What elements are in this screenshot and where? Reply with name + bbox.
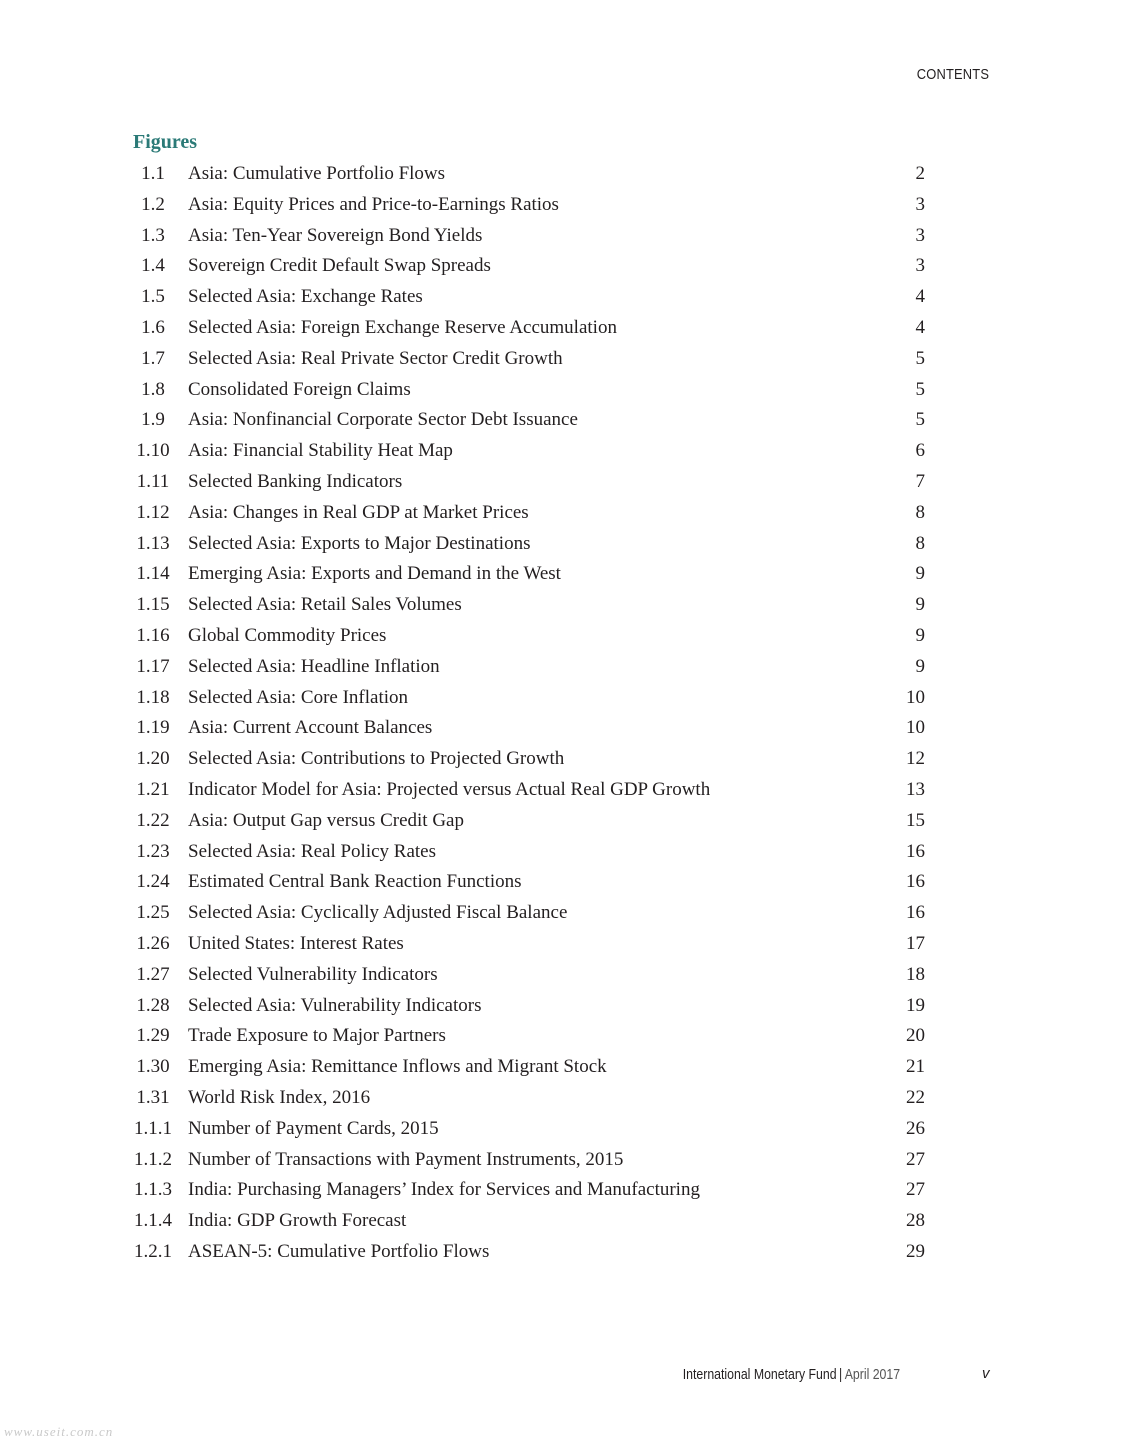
figure-page-number: 5 (915, 347, 925, 369)
toc-entry[interactable] (0, 1052, 1122, 1083)
figure-number: 1.9 (141, 409, 165, 431)
figure-page-number: 22 (906, 1086, 925, 1108)
figure-title: Indicator Model for Asia: Projected versus Actual Real GDP Growth (188, 778, 711, 800)
toc-entry[interactable] (0, 898, 1122, 929)
figure-title: India: Purchasing Managers’ Index for Services and Manufacturing (188, 1179, 700, 1201)
toc-entry[interactable] (0, 344, 1122, 375)
figures-list (0, 159, 1122, 1268)
figure-number: 1.19 (136, 717, 170, 739)
footer-organization: International Monetary Fund (682, 1366, 837, 1383)
figure-number: 1.2.1 (134, 1240, 172, 1262)
figure-title: Trade Exposure to Major Partners (188, 1025, 446, 1047)
figure-title: India: GDP Growth Forecast (188, 1210, 407, 1232)
figure-number: 1.10 (136, 440, 170, 462)
figure-title: Selected Asia: Retail Sales Volumes (188, 594, 462, 616)
figure-title: Selected Asia: Exchange Rates (188, 286, 423, 308)
figure-title: ASEAN-5: Cumulative Portfolio Flows (188, 1240, 490, 1262)
figure-title: Selected Asia: Cyclically Adjusted Fiscal Balance (188, 902, 568, 924)
toc-entry[interactable] (0, 405, 1122, 436)
figure-title: Selected Asia: Core Inflation (188, 686, 409, 708)
figure-number: 1.3 (141, 224, 165, 246)
figure-number: 1.29 (136, 1025, 170, 1047)
figure-page-number: 16 (906, 871, 925, 893)
figure-page-number: 9 (915, 594, 925, 616)
figure-page-number: 17 (906, 932, 925, 954)
figure-page-number: 10 (906, 717, 925, 739)
figure-page-number: 8 (915, 501, 925, 523)
figure-number: 1.23 (136, 840, 170, 862)
figure-number: 1.6 (141, 316, 165, 338)
figure-page-number: 20 (906, 1025, 925, 1047)
toc-entry[interactable] (0, 159, 1122, 190)
figure-title: World Risk Index, 2016 (188, 1086, 371, 1108)
toc-entry[interactable] (0, 1145, 1122, 1176)
toc-entry[interactable] (0, 559, 1122, 590)
toc-entry[interactable] (0, 313, 1122, 344)
figure-page-number: 29 (906, 1240, 925, 1262)
figure-page-number: 12 (906, 748, 925, 770)
toc-entry[interactable] (0, 621, 1122, 652)
figure-number: 1.8 (141, 378, 165, 400)
toc-entry[interactable] (0, 529, 1122, 560)
toc-entry[interactable] (0, 1021, 1122, 1052)
figure-page-number: 10 (906, 686, 925, 708)
figure-title: Consolidated Foreign Claims (188, 378, 411, 400)
figure-title: Asia: Cumulative Portfolio Flows (188, 163, 446, 184)
figure-title: Asia: Nonfinancial Corporate Sector Debt Issuance (188, 409, 578, 431)
figure-number: 1.26 (136, 932, 170, 954)
figure-number: 1.14 (136, 563, 170, 585)
figure-page-number: 4 (915, 286, 925, 308)
figure-number: 1.22 (136, 809, 170, 831)
toc-entry[interactable] (0, 436, 1122, 467)
toc-entry[interactable] (0, 775, 1122, 806)
footer-separator: | (838, 1366, 843, 1383)
figure-title: Asia: Ten-Year Sovereign Bond Yields (188, 224, 483, 246)
figure-title: Sovereign Credit Default Swap Spreads (188, 255, 491, 277)
figure-title: Asia: Current Account Balances (188, 717, 433, 739)
figure-number: 1.2 (141, 193, 165, 215)
toc-entry[interactable] (0, 652, 1122, 683)
figure-number: 1.30 (136, 1056, 170, 1078)
figure-number: 1.31 (136, 1086, 170, 1108)
toc-entry[interactable] (0, 190, 1122, 221)
figure-title: Number of Transactions with Payment Instruments, 2015 (188, 1148, 624, 1170)
toc-entry[interactable] (0, 498, 1122, 529)
figure-number: 1.7 (141, 347, 165, 369)
figure-page-number: 8 (915, 532, 925, 554)
figure-number: 1.12 (136, 501, 170, 523)
figure-title: United States: Interest Rates (188, 932, 404, 954)
toc-entry[interactable] (0, 960, 1122, 991)
figure-page-number: 19 (906, 994, 925, 1016)
figure-title: Number of Payment Cards, 2015 (188, 1117, 439, 1139)
figure-number: 1.18 (136, 686, 170, 708)
figure-title: Selected Asia: Real Policy Rates (188, 840, 437, 862)
figure-page-number: 3 (915, 255, 925, 277)
figure-number: 1.27 (136, 963, 170, 985)
figure-number: 1.1.1 (134, 1117, 172, 1139)
figure-title: Selected Vulnerability Indicators (188, 963, 438, 985)
watermark: www.useit.com.cn (4, 1424, 114, 1439)
section-title-figures: Figures (133, 131, 198, 153)
toc-entry[interactable] (0, 806, 1122, 837)
figure-number: 1.25 (136, 902, 170, 924)
figure-number: 1.28 (136, 994, 170, 1016)
toc-entry[interactable] (0, 282, 1122, 313)
figure-title: Emerging Asia: Exports and Demand in the West (188, 563, 561, 585)
toc-entry[interactable] (0, 929, 1122, 960)
page-number: v (982, 1365, 990, 1382)
footer-date: April 2017 (844, 1366, 900, 1383)
toc-entry[interactable] (0, 221, 1122, 252)
figure-page-number: 5 (915, 409, 925, 431)
toc-entry[interactable] (0, 467, 1122, 498)
toc-entry[interactable] (0, 375, 1122, 406)
figure-page-number: 21 (906, 1056, 925, 1078)
figure-number: 1.15 (136, 594, 170, 616)
figure-page-number: 18 (906, 963, 925, 985)
figure-number: 1.16 (136, 624, 170, 646)
toc-entry[interactable] (0, 1175, 1122, 1206)
figure-title: Asia: Equity Prices and Price-to-Earnings Ratios (188, 193, 559, 215)
toc-entry[interactable] (0, 1237, 1122, 1268)
figure-page-number: 9 (915, 655, 925, 677)
figure-page-number: 26 (906, 1117, 925, 1139)
figure-title: Global Commodity Prices (188, 624, 387, 646)
figure-number: 1.5 (141, 286, 165, 308)
toc-entry[interactable] (0, 991, 1122, 1022)
figure-title: Emerging Asia: Remittance Inflows and Migrant Stock (188, 1056, 607, 1078)
figure-page-number: 5 (915, 378, 925, 400)
toc-entry[interactable] (0, 1114, 1122, 1145)
figure-page-number: 28 (906, 1210, 925, 1232)
figure-title: Asia: Changes in Real GDP at Market Prices (188, 501, 529, 523)
figure-page-number: 3 (915, 224, 925, 246)
figure-title: Selected Asia: Contributions to Projected Growth (188, 748, 565, 770)
figure-number: 1.21 (136, 778, 170, 800)
figure-title: Selected Asia: Foreign Exchange Reserve Accumulation (188, 316, 617, 338)
figure-page-number: 9 (915, 563, 925, 585)
figure-number: 1.1.4 (134, 1210, 172, 1232)
figure-title: Selected Asia: Headline Inflation (188, 655, 440, 677)
figure-number: 1.17 (136, 655, 170, 677)
figure-number: 1.24 (136, 871, 170, 893)
figure-page-number: 16 (906, 902, 925, 924)
figure-number: 1.13 (136, 532, 170, 554)
figure-number: 1.1.3 (134, 1179, 172, 1201)
figure-page-number: 13 (906, 778, 925, 800)
figure-number: 1.1.2 (134, 1148, 172, 1170)
figure-title: Selected Asia: Vulnerability Indicators (188, 994, 482, 1016)
running-head: CONTENTS (916, 66, 989, 83)
footer-publication (683, 1366, 900, 1383)
figure-title: Selected Asia: Exports to Major Destinations (188, 532, 531, 554)
figure-title: Selected Asia: Real Private Sector Credit Growth (188, 347, 563, 369)
figure-page-number: 7 (915, 470, 925, 492)
figure-page-number: 3 (915, 193, 925, 215)
figure-page-number: 27 (906, 1148, 925, 1170)
toc-entry[interactable] (0, 713, 1122, 744)
figure-page-number: 9 (915, 624, 925, 646)
figure-number: 1.20 (136, 748, 170, 770)
figure-number: 1.4 (141, 255, 165, 277)
figure-page-number: 6 (915, 440, 925, 462)
figure-number: 1.11 (136, 470, 170, 492)
toc-entry[interactable] (0, 590, 1122, 621)
toc-entry[interactable] (0, 683, 1122, 714)
figure-title: Estimated Central Bank Reaction Functions (188, 871, 522, 893)
figure-page-number: 27 (906, 1179, 925, 1201)
figure-title: Asia: Output Gap versus Credit Gap (188, 809, 464, 831)
toc-entry[interactable] (0, 1083, 1122, 1114)
figure-number: 1.1 (141, 163, 165, 184)
toc-entry[interactable] (0, 867, 1122, 898)
toc-entry[interactable] (0, 837, 1122, 868)
figure-page-number: 16 (906, 840, 925, 862)
toc-entry[interactable] (0, 251, 1122, 282)
toc-entry[interactable] (0, 744, 1122, 775)
figure-title: Asia: Financial Stability Heat Map (188, 440, 453, 462)
figure-page-number: 4 (915, 316, 925, 338)
figure-page-number: 2 (915, 163, 925, 184)
figure-title: Selected Banking Indicators (188, 470, 403, 492)
figure-page-number: 15 (906, 809, 925, 831)
toc-entry[interactable] (0, 1206, 1122, 1237)
